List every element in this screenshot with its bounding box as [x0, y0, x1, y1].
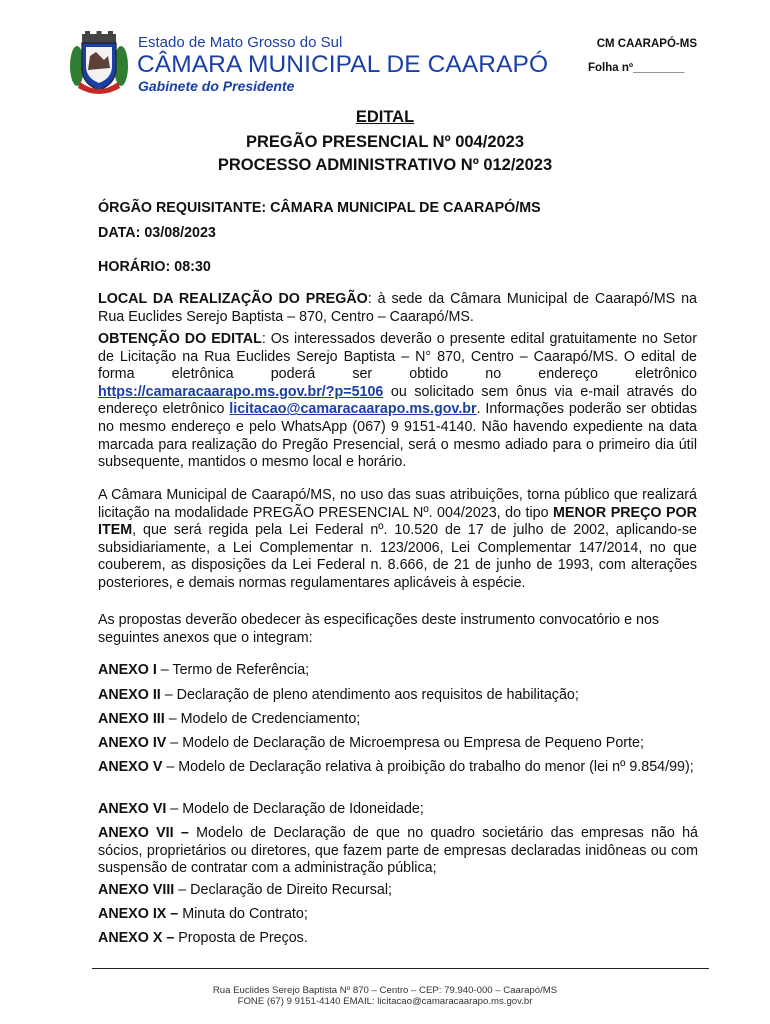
annex-label: ANEXO VII –: [98, 825, 189, 841]
annex-item: [98, 662, 698, 680]
annex-text: – Termo de Referência;: [156, 662, 310, 678]
annex-text: – Modelo de Credenciamento;: [164, 711, 361, 727]
annex-item: [98, 906, 698, 924]
intro-text-2: , que será regida pela Lei Federal nº. 10.520 de 17 de julho de 2002, aplicando-se subsidiariamente, a Lei Complementar n. 123/2006, Lei Complementar 147/2014, no que couberem, as disposições da Lei Federal n. 8.666, de 21 de junho de 1993, com alterações posteriores, e demais normas regulamentares aplicáveis à espécie.: [98, 522, 697, 591]
annex-item: [98, 711, 698, 729]
annex-label: ANEXO III: [98, 711, 165, 727]
intro-bold: MENOR PREÇO POR ITEM: [98, 504, 697, 539]
footer-address: Rua Euclides Serejo Baptista Nº 870 – Centro – CEP: 79.940-000 – Caarapó/MS: [212, 985, 558, 996]
annex-item: [98, 759, 698, 777]
header-folha-label: Folha nº________: [588, 62, 685, 74]
intro-text-1: A Câmara Municipal de Caarapó/MS, no uso das suas atribuições, torna público que realizará licitação na modalidade PREGÃO PRESENCIAL Nº. 004/2023, do tipo: [98, 487, 697, 521]
annex-item: [98, 801, 698, 819]
annex-text: – Modelo de Declaração de Idoneidade;: [166, 801, 424, 817]
footer-contact: FONE (67) 9 9151-4140 EMAIL: licitacao@camaracaarapo.ms.gov.br: [237, 996, 533, 1007]
obtencao-text-3: . Informações poderão ser obtidas no mesmo endereço e pelo WhatsApp (067) 9 9151-4140. Não havendo expediente na data marcada para realização do Pregão Presencial, será o mesmo adiado para o primeiro dia útil subsequente, mantidos o mesmo local e horário.: [98, 401, 697, 471]
annex-item: [98, 735, 698, 753]
annex-text: – Modelo de Declaração de Microempresa ou Empresa de Pequeno Porte;: [166, 735, 644, 751]
footer-divider: [92, 968, 709, 969]
annex-label: ANEXO VIII: [98, 882, 175, 898]
header-gabinete: Gabinete do Presidente: [138, 78, 295, 94]
annex-text: Proposta de Preços.: [174, 930, 308, 946]
propostas-paragraph: As propostas deverão obedecer às especificações deste instrumento convocatório e nos seguintes anexos que o integram:: [98, 612, 660, 646]
title-pregao: PREGÃO PRESENCIAL Nº 004/2023: [245, 133, 525, 151]
annex-item: [98, 882, 698, 900]
annex-item: [98, 930, 698, 948]
obtencao-text-2: ou solicitado sem ônus via e-mail através do endereço eletrônico: [98, 383, 697, 418]
annex-item: [98, 687, 698, 705]
annex-label: ANEXO X –: [98, 930, 175, 946]
annex-text: Modelo de Declaração de que no quadro societário das empresas não há sócios, proprietários ou diretores, que fazem parte de empresas declaradas inidôneas ou com suspensão de contratar com a administração pública;: [98, 825, 699, 877]
local-label: LOCAL DA REALIZAÇÃO DO PREGÃO: [98, 291, 368, 307]
header-cm-label: CM CAARAPÓ-MS: [596, 38, 697, 50]
annex-label: ANEXO IV: [98, 735, 167, 751]
annex-label: ANEXO V: [98, 759, 163, 775]
local-paragraph: [98, 291, 697, 326]
edital-link[interactable]: https://camaracaarapo.ms.gov.br/?p=5106: [98, 383, 384, 400]
obtencao-text-1: : Os interessados deverão o presente edital gratuitamente no Setor de Licitação na Rua Euclides Serejo Baptista – N° 870, Centro – Caarapó/MS. O edital de forma eletrônica poderá ser obtido no endereço eletrônico: [98, 331, 697, 383]
annex-text: – Modelo de Declaração relativa à proibição do trabalho do menor (lei nº 9.854/99);: [162, 759, 694, 775]
obtencao-label: OBTENÇÃO DO EDITAL: [98, 331, 262, 347]
title-edital: EDITAL: [355, 108, 415, 126]
obtencao-paragraph: [98, 331, 697, 472]
intro-paragraph: [98, 487, 697, 593]
horario-line: HORÁRIO: 08:30: [98, 259, 211, 275]
coat-of-arms-icon: [66, 30, 132, 96]
annex-label: ANEXO IX –: [98, 906, 179, 922]
annex-text: Minuta do Contrato;: [178, 906, 308, 922]
annex-label: ANEXO VI: [98, 801, 167, 817]
title-processo: PROCESSO ADMINISTRATIVO Nº 012/2023: [217, 156, 553, 174]
annex-text: – Declaração de Direito Recursal;: [174, 882, 393, 898]
annex-item: [98, 825, 698, 878]
annex-label: ANEXO II: [98, 687, 161, 703]
annex-label: ANEXO I: [98, 662, 157, 678]
orgao-requisitante: ÓRGÃO REQUISITANTE: CÂMARA MUNICIPAL DE CAARAPÓ/MS: [98, 200, 541, 216]
annex-text: – Declaração de pleno atendimento aos requisitos de habilitação;: [160, 687, 579, 703]
header-state: Estado de Mato Grosso do Sul: [138, 34, 343, 51]
data-line: DATA: 03/08/2023: [98, 225, 216, 241]
local-text: : à sede da Câmara Municipal de Caarapó/MS na Rua Euclides Serejo Baptista – 870, Centro – Caarapó/MS.: [98, 291, 697, 325]
email-link[interactable]: licitacao@camaracaarapo.ms.gov.br: [229, 401, 477, 418]
header-camara-name: CÂMARA MUNICIPAL DE CAARAPÓ: [137, 51, 549, 78]
